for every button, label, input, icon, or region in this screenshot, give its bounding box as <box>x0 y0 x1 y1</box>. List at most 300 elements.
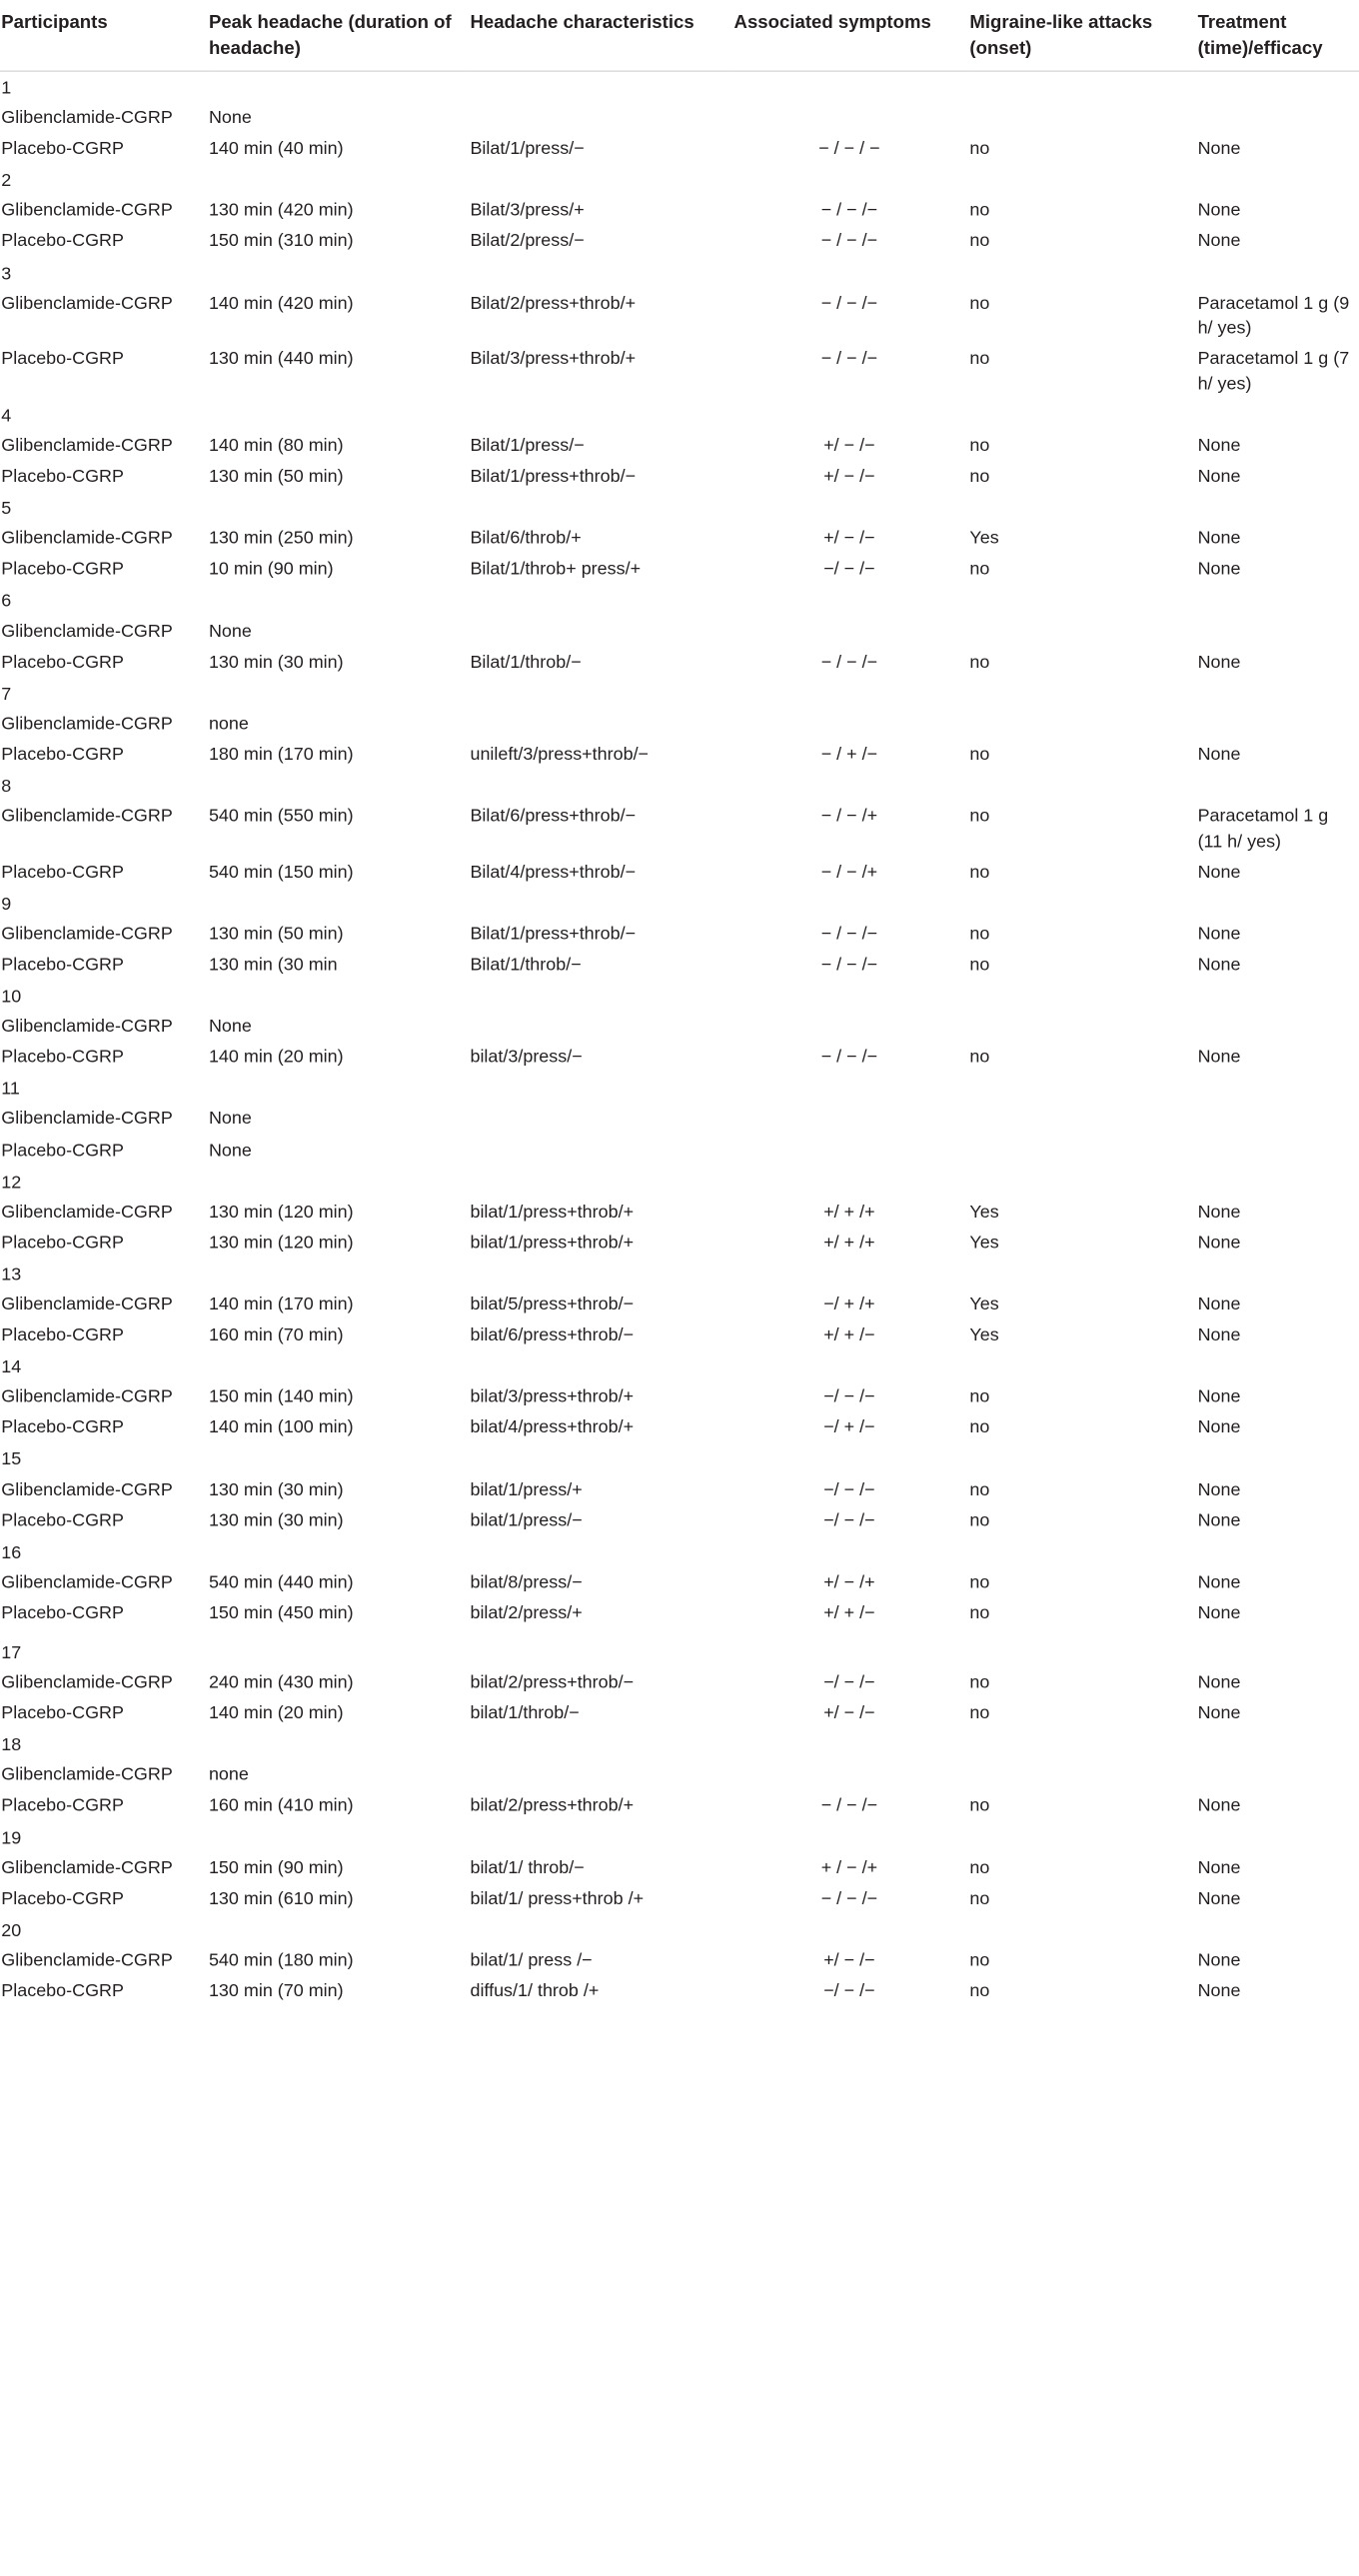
participant-number-row <box>0 1729 1359 1760</box>
table-row <box>0 1790 1359 1821</box>
participant-number-row <box>0 770 1359 801</box>
characteristics-cell <box>470 1760 733 1791</box>
participant-cell: 15 <box>1 1448 22 1469</box>
symptoms-cell: +/ − /− <box>823 1948 875 1970</box>
migraine-cell <box>969 1073 1197 1104</box>
symptoms-cell: − / − /− <box>820 230 878 251</box>
participant-cell: Glibenclamide-CGRP <box>1 434 173 455</box>
peak-headache-cell: 130 min (610 min) <box>208 1886 354 1908</box>
treatment-cell <box>1198 770 1359 801</box>
characteristics-cell <box>470 1914 733 1945</box>
peak-headache-cell: None <box>208 619 252 641</box>
table-row <box>0 1289 1359 1320</box>
peak-headache-cell: 140 min (20 min) <box>208 1046 344 1067</box>
participant-cell: Placebo-CGRP <box>1 347 124 369</box>
table-row <box>0 801 1359 857</box>
treatment-cell: None <box>1197 1948 1241 1970</box>
characteristics-cell: Bilat/2/press/− <box>470 230 585 251</box>
symptoms-cell: − / − /− <box>820 291 878 313</box>
peak-headache-cell <box>209 1914 471 1945</box>
migraine-cell: no <box>969 1508 990 1530</box>
participant-cell: 16 <box>1 1540 22 1562</box>
participant-number-row <box>0 1350 1359 1381</box>
treatment-cell <box>1198 1135 1359 1166</box>
characteristics-cell <box>470 1536 733 1567</box>
header-associated-symptoms: Associated symptoms <box>734 0 970 71</box>
migraine-cell: no <box>969 1979 990 2001</box>
peak-headache-cell <box>209 888 471 919</box>
characteristics-cell: unileft/3/press+throb/− <box>470 743 650 764</box>
treatment-cell <box>1198 164 1359 195</box>
migraine-cell <box>969 103 1197 134</box>
table-header <box>0 0 1359 71</box>
symptoms-cell: +/ + /− <box>823 1323 875 1344</box>
characteristics-cell <box>470 585 733 616</box>
participant-cell: 14 <box>1 1355 22 1376</box>
migraine-cell: no <box>969 137 990 158</box>
characteristics-cell <box>470 616 733 647</box>
migraine-cell <box>969 1636 1197 1667</box>
table-row <box>0 344 1359 400</box>
characteristics-cell: Bilat/1/press/− <box>470 137 585 158</box>
migraine-cell: no <box>969 434 990 455</box>
participant-cell: 12 <box>1 1171 22 1192</box>
participant-number-row <box>0 981 1359 1012</box>
treatment-cell <box>1198 1536 1359 1567</box>
spacer-cell <box>0 1628 1359 1636</box>
participant-cell: Glibenclamide-CGRP <box>1 291 173 313</box>
migraine-cell <box>969 1729 1197 1760</box>
peak-headache-cell: 130 min (120 min) <box>208 1231 354 1253</box>
participant-cell: Glibenclamide-CGRP <box>1 619 173 641</box>
migraine-cell: Yes <box>969 1231 999 1253</box>
peak-headache-cell: 130 min (30 min <box>208 953 338 975</box>
symptoms-cell: +/ + /+ <box>823 1231 875 1253</box>
characteristics-cell: bilat/6/press+throb/− <box>470 1323 635 1344</box>
table-row <box>0 134 1359 165</box>
characteristics-cell: Bilat/6/throb/+ <box>470 527 582 548</box>
migraine-cell <box>969 1536 1197 1567</box>
peak-headache-cell: 130 min (50 min) <box>208 922 344 944</box>
participant-cell: Placebo-CGRP <box>1 1508 124 1530</box>
participant-cell: 2 <box>1 169 12 191</box>
treatment-cell: None <box>1197 527 1241 548</box>
symptoms-cell: −/ + /+ <box>823 1292 875 1313</box>
characteristics-cell: bilat/1/ throb/− <box>470 1856 585 1877</box>
peak-headache-cell <box>209 1259 471 1289</box>
participant-number-row <box>0 1536 1359 1567</box>
symptoms-cell <box>734 678 970 709</box>
participant-number-row <box>0 164 1359 195</box>
symptoms-cell <box>734 585 970 616</box>
treatment-cell: None <box>1197 230 1241 251</box>
treatment-cell <box>1198 492 1359 523</box>
peak-headache-cell: 540 min (150 min) <box>208 860 354 882</box>
table-row <box>0 1505 1359 1536</box>
treatment-cell: None <box>1197 922 1241 944</box>
participant-cell: 5 <box>1 497 12 519</box>
characteristics-cell: bilat/1/press/+ <box>470 1477 583 1499</box>
symptoms-cell <box>734 888 970 919</box>
peak-headache-cell <box>209 678 471 709</box>
table-row <box>0 1197 1359 1228</box>
participant-cell: Glibenclamide-CGRP <box>1 1385 173 1406</box>
migraine-cell <box>969 1821 1197 1852</box>
symptoms-cell: − / − /− <box>820 347 878 369</box>
characteristics-cell <box>470 257 733 288</box>
symptoms-cell <box>734 1166 970 1197</box>
table-row <box>0 1104 1359 1135</box>
header-migraine-like-attacks: Migraine-like attacks (onset) <box>969 0 1197 71</box>
participant-cell: 1 <box>1 76 12 98</box>
migraine-cell: no <box>969 1794 990 1815</box>
migraine-cell <box>969 164 1197 195</box>
symptoms-cell <box>734 103 970 134</box>
migraine-cell: no <box>969 1886 990 1908</box>
migraine-cell <box>969 1350 1197 1381</box>
symptoms-cell: +/ + /− <box>823 1601 875 1622</box>
peak-headache-cell <box>209 770 471 801</box>
characteristics-cell: bilat/1/ press /− <box>470 1948 593 1970</box>
participant-number-row <box>0 1914 1359 1945</box>
treatment-cell: None <box>1197 558 1241 579</box>
migraine-cell: no <box>969 558 990 579</box>
treatment-cell: None <box>1197 1794 1241 1815</box>
table-row <box>0 1698 1359 1729</box>
migraine-cell: Yes <box>969 1200 999 1222</box>
participant-cell: Placebo-CGRP <box>1 953 124 975</box>
symptoms-cell: −/ − /− <box>823 1385 875 1406</box>
table-row <box>0 739 1359 770</box>
characteristics-cell <box>470 1012 733 1043</box>
treatment-cell: None <box>1197 1046 1241 1067</box>
symptoms-cell: −/ − /− <box>823 1979 875 2001</box>
treatment-cell <box>1198 103 1359 134</box>
peak-headache-cell: 130 min (70 min) <box>208 1979 344 2001</box>
treatment-cell: None <box>1197 1670 1241 1692</box>
table-row <box>0 919 1359 950</box>
participant-cell: 17 <box>1 1641 22 1662</box>
participant-cell: Placebo-CGRP <box>1 1601 124 1622</box>
peak-headache-cell <box>209 981 471 1012</box>
migraine-cell <box>969 678 1197 709</box>
characteristics-cell <box>470 888 733 919</box>
participant-number-row <box>0 71 1359 103</box>
treatment-cell <box>1198 400 1359 431</box>
participant-cell: 6 <box>1 590 12 611</box>
participant-cell: Glibenclamide-CGRP <box>1 1856 173 1877</box>
participant-number-row <box>0 1259 1359 1289</box>
characteristics-cell: diffus/1/ throb /+ <box>470 1979 600 2001</box>
symptoms-cell <box>734 400 970 431</box>
table-row <box>0 1567 1359 1598</box>
symptoms-cell <box>734 1729 970 1760</box>
migraine-cell: no <box>969 465 990 486</box>
treatment-cell: None <box>1197 1292 1241 1313</box>
participant-cell: 8 <box>1 775 12 797</box>
participant-cell: Glibenclamide-CGRP <box>1 1670 173 1692</box>
peak-headache-cell: 140 min (420 min) <box>208 291 354 313</box>
peak-headache-cell: 130 min (250 min) <box>208 527 354 548</box>
migraine-cell: no <box>969 1570 990 1591</box>
treatment-cell: None <box>1197 743 1241 764</box>
symptoms-cell <box>734 1914 970 1945</box>
peak-headache-cell: None <box>208 1108 252 1129</box>
symptoms-cell <box>734 1073 970 1104</box>
participant-cell: 13 <box>1 1263 22 1285</box>
symptoms-cell: − / − /− <box>820 1794 878 1815</box>
migraine-cell <box>969 1443 1197 1474</box>
treatment-cell: None <box>1197 953 1241 975</box>
peak-headache-cell <box>209 164 471 195</box>
participant-cell: 11 <box>1 1078 20 1099</box>
symptoms-cell: − / − /− <box>820 199 878 220</box>
migraine-cell: no <box>969 860 990 882</box>
symptoms-cell <box>734 71 970 103</box>
characteristics-cell <box>470 1135 733 1166</box>
symptoms-cell: − / − / − <box>818 137 880 158</box>
migraine-cell: no <box>969 199 990 220</box>
participant-cell: 18 <box>1 1733 22 1755</box>
peak-headache-cell: 160 min (70 min) <box>208 1323 344 1344</box>
characteristics-cell <box>470 1259 733 1289</box>
migraine-cell <box>969 1760 1197 1791</box>
characteristics-cell <box>470 492 733 523</box>
migraine-cell <box>969 888 1197 919</box>
peak-headache-cell <box>209 1636 471 1667</box>
treatment-cell: None <box>1197 1200 1241 1222</box>
symptoms-cell: −/ − /− <box>823 1477 875 1499</box>
symptoms-cell: + / − /+ <box>820 1856 878 1877</box>
peak-headache-cell: 130 min (120 min) <box>208 1200 354 1222</box>
symptoms-cell <box>734 1821 970 1852</box>
symptoms-cell: −/ − /− <box>823 1670 875 1692</box>
peak-headache-cell: 150 min (450 min) <box>208 1601 354 1622</box>
participant-number-row <box>0 492 1359 523</box>
table-row <box>0 1012 1359 1043</box>
participant-number-row <box>0 678 1359 709</box>
participant-cell: Placebo-CGRP <box>1 1886 124 1908</box>
characteristics-cell: bilat/2/press+throb/+ <box>470 1794 635 1815</box>
characteristics-cell <box>470 1166 733 1197</box>
migraine-cell <box>969 616 1197 647</box>
treatment-cell: None <box>1197 1508 1241 1530</box>
symptoms-cell <box>734 616 970 647</box>
migraine-cell: Yes <box>969 527 999 548</box>
migraine-cell: no <box>969 1601 990 1622</box>
table-row <box>0 950 1359 981</box>
treatment-cell: None <box>1197 1477 1241 1499</box>
participant-cell: Placebo-CGRP <box>1 1323 124 1344</box>
characteristics-cell: bilat/1/press/− <box>470 1508 583 1530</box>
participant-cell: Glibenclamide-CGRP <box>1 199 173 220</box>
participant-cell: Glibenclamide-CGRP <box>1 1108 173 1129</box>
participant-number-row <box>0 400 1359 431</box>
peak-headache-cell: 10 min (90 min) <box>208 558 334 579</box>
participant-cell: Glibenclamide-CGRP <box>1 1948 173 1970</box>
treatment-cell <box>1198 1166 1359 1197</box>
characteristics-cell: bilat/3/press/− <box>470 1046 583 1067</box>
peak-headache-cell: 130 min (420 min) <box>208 199 354 220</box>
header-peak-headache: Peak headache (duration of headache) <box>209 0 471 71</box>
symptoms-cell: − / − /+ <box>820 805 878 826</box>
characteristics-cell <box>470 709 733 740</box>
migraine-cell <box>969 981 1197 1012</box>
migraine-cell <box>969 709 1197 740</box>
table-row <box>0 1412 1359 1443</box>
symptoms-cell <box>734 1104 970 1135</box>
participant-cell: Placebo-CGRP <box>1 1046 124 1067</box>
peak-headache-cell: none <box>208 712 249 733</box>
peak-headache-cell <box>209 492 471 523</box>
participant-number-row <box>0 257 1359 288</box>
treatment-cell <box>1198 1104 1359 1135</box>
treatment-cell: Paracetamol 1 g (7 h/ yes) <box>1197 347 1350 394</box>
treatment-cell: None <box>1197 1570 1241 1591</box>
migraine-cell: no <box>969 291 990 313</box>
characteristics-cell <box>470 1636 733 1667</box>
treatment-cell: None <box>1197 1979 1241 2001</box>
treatment-cell <box>1198 257 1359 288</box>
treatment-cell <box>1198 585 1359 616</box>
migraine-cell <box>969 1104 1197 1135</box>
participant-cell: Glibenclamide-CGRP <box>1 1292 173 1313</box>
participant-cell: 10 <box>1 985 22 1007</box>
table-row <box>0 523 1359 554</box>
migraine-cell <box>969 1135 1197 1166</box>
treatment-cell: None <box>1197 1701 1241 1723</box>
peak-headache-cell: 150 min (310 min) <box>208 230 354 251</box>
table-row <box>0 1042 1359 1073</box>
table-row <box>0 647 1359 678</box>
symptoms-cell <box>734 1350 970 1381</box>
characteristics-cell: Bilat/1/press+throb/− <box>470 922 637 944</box>
table-row <box>0 1760 1359 1791</box>
peak-headache-cell: None <box>208 1138 252 1160</box>
symptoms-cell <box>734 1135 970 1166</box>
participant-cell: Placebo-CGRP <box>1 558 124 579</box>
migraine-cell <box>969 770 1197 801</box>
table-row <box>0 709 1359 740</box>
peak-headache-cell <box>209 257 471 288</box>
characteristics-cell: Bilat/3/press+throb/+ <box>470 347 637 369</box>
table-row <box>0 1381 1359 1412</box>
characteristics-cell: bilat/2/press+throb/− <box>470 1670 635 1692</box>
participant-cell: Placebo-CGRP <box>1 650 124 672</box>
table-row <box>0 431 1359 462</box>
treatment-cell: Paracetamol 1 g (9 h/ yes) <box>1197 291 1350 338</box>
treatment-cell <box>1198 709 1359 740</box>
peak-headache-cell <box>209 1729 471 1760</box>
treatment-cell <box>1198 616 1359 647</box>
peak-headache-cell: 540 min (440 min) <box>208 1570 354 1591</box>
row-spacer <box>0 1628 1359 1636</box>
characteristics-cell: Bilat/3/press/+ <box>470 199 585 220</box>
characteristics-cell: bilat/4/press+throb/+ <box>470 1415 635 1437</box>
table-row <box>0 462 1359 493</box>
participant-cell: Placebo-CGRP <box>1 1701 124 1723</box>
participant-cell: Placebo-CGRP <box>1 1794 124 1815</box>
symptoms-cell <box>734 1636 970 1667</box>
treatment-cell <box>1198 71 1359 103</box>
participant-cell: Glibenclamide-CGRP <box>1 1200 173 1222</box>
symptoms-cell: − / − /− <box>820 922 878 944</box>
table-row <box>0 1883 1359 1914</box>
migraine-cell: no <box>969 1856 990 1877</box>
migraine-cell <box>969 1914 1197 1945</box>
migraine-cell: no <box>969 743 990 764</box>
peak-headache-cell: None <box>208 106 252 128</box>
peak-headache-cell: 130 min (30 min) <box>208 650 344 672</box>
peak-headache-cell: 180 min (170 min) <box>208 743 354 764</box>
characteristics-cell <box>470 1821 733 1852</box>
table-row <box>0 1976 1359 2007</box>
table-row <box>0 288 1359 344</box>
characteristics-cell <box>470 1443 733 1474</box>
peak-headache-cell <box>209 1536 471 1567</box>
participant-cell: Glibenclamide-CGRP <box>1 922 173 944</box>
treatment-cell: None <box>1197 860 1241 882</box>
peak-headache-cell: 130 min (440 min) <box>208 347 354 369</box>
characteristics-cell: Bilat/4/press+throb/− <box>470 860 637 882</box>
treatment-cell <box>1198 1443 1359 1474</box>
symptoms-cell: − / − /− <box>820 953 878 975</box>
peak-headache-cell <box>209 71 471 103</box>
migraine-cell: no <box>969 953 990 975</box>
participant-cell: Placebo-CGRP <box>1 1415 124 1437</box>
symptoms-cell: − / − /− <box>820 1046 878 1067</box>
treatment-cell: None <box>1197 1856 1241 1877</box>
migraine-cell: no <box>969 650 990 672</box>
participant-number-row <box>0 1821 1359 1852</box>
symptoms-cell: −/ − /− <box>823 558 875 579</box>
treatment-cell: None <box>1197 1886 1241 1908</box>
peak-headache-cell: 130 min (30 min) <box>208 1477 344 1499</box>
characteristics-cell <box>470 678 733 709</box>
treatment-cell <box>1198 678 1359 709</box>
table-row <box>0 1135 1359 1166</box>
table-row <box>0 1852 1359 1883</box>
peak-headache-cell: 150 min (90 min) <box>208 1856 344 1877</box>
table-row <box>0 195 1359 226</box>
table-row <box>0 103 1359 134</box>
treatment-cell <box>1198 1636 1359 1667</box>
participant-cell: 3 <box>1 262 12 283</box>
treatment-cell <box>1198 1259 1359 1289</box>
migraine-cell <box>969 257 1197 288</box>
symptoms-cell: +/ − /− <box>823 527 875 548</box>
peak-headache-cell <box>209 1166 471 1197</box>
participant-cell: Glibenclamide-CGRP <box>1 1763 173 1784</box>
characteristics-cell: Bilat/1/throb/− <box>470 953 582 975</box>
participant-cell: Glibenclamide-CGRP <box>1 712 173 733</box>
characteristics-cell <box>470 400 733 431</box>
header-headache-characteristics: Headache characteristics <box>470 0 733 71</box>
symptoms-cell <box>734 492 970 523</box>
participant-cell: Placebo-CGRP <box>1 465 124 486</box>
participant-cell: 20 <box>1 1919 22 1940</box>
participant-number-row <box>0 585 1359 616</box>
treatment-cell <box>1198 1821 1359 1852</box>
treatment-cell: Paracetamol 1 g (11 h/ yes) <box>1197 805 1329 851</box>
characteristics-cell <box>470 71 733 103</box>
participant-cell: 19 <box>1 1826 22 1847</box>
symptoms-cell: −/ + /− <box>823 1415 875 1437</box>
table-row <box>0 226 1359 257</box>
header-row <box>0 0 1359 71</box>
peak-headache-cell: None <box>208 1015 252 1036</box>
treatment-cell <box>1198 1914 1359 1945</box>
